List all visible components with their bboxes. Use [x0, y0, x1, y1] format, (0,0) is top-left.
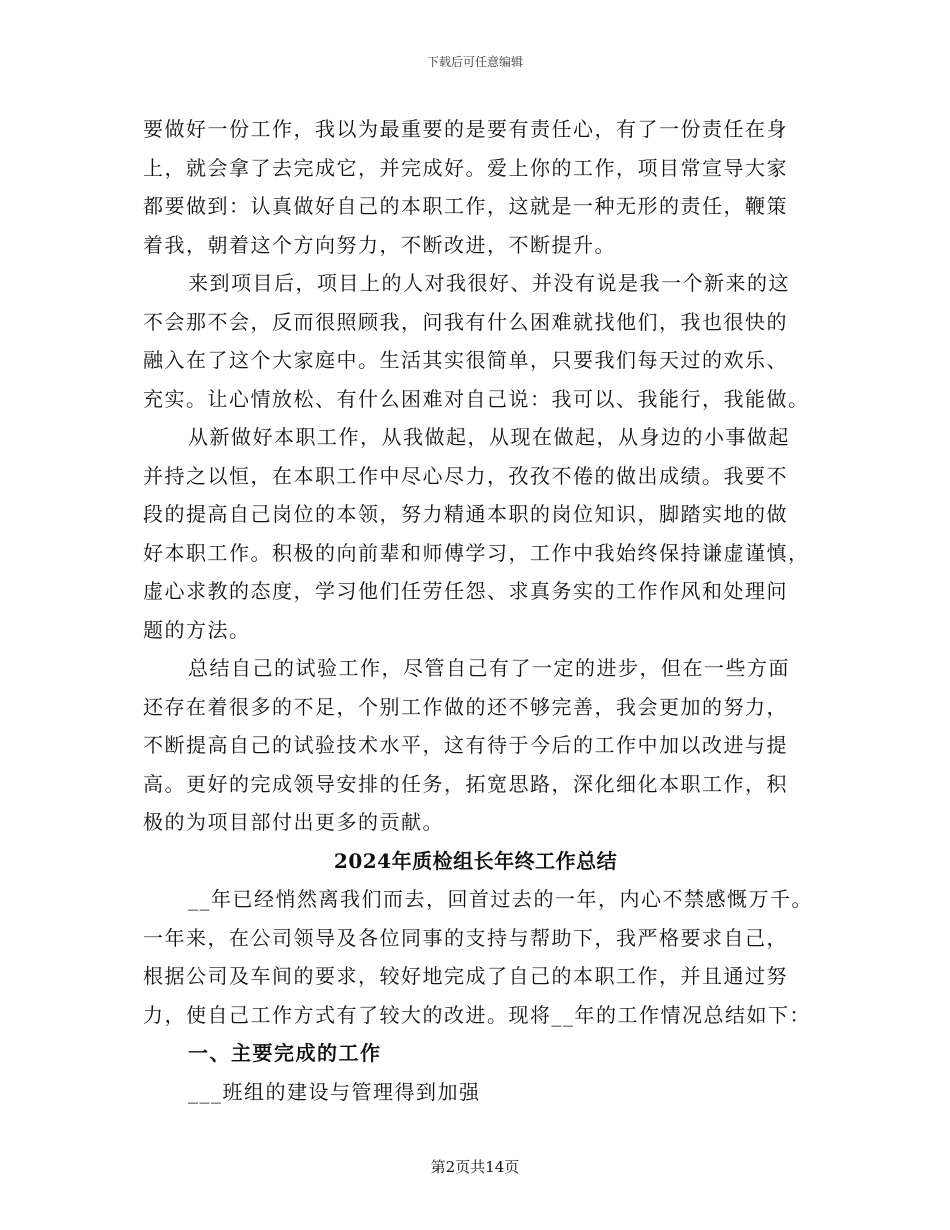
text-line: 高。更好的完成领导安排的任务，拓宽思路，深化细化本职工作，积 — [143, 771, 788, 796]
text-line: 要做好一份工作，我以为最重要的是要有责任心，有了一份责任在身 — [143, 117, 788, 141]
text-line: 总结自己的试验工作，尽管自己有了一定的进步，但在一些方面 — [188, 656, 790, 680]
text-line: 融入在了这个大家庭中。生活其实很简单，只要我们每天过的欢乐、 — [143, 348, 788, 372]
text-line: ___班组的建设与管理得到加强 — [188, 1079, 481, 1104]
text-line: 来到项目后，项目上的人对我很好、并没有说是我一个新来的这 — [188, 271, 790, 295]
page-number: 第2页共14页 — [430, 1158, 520, 1176]
text-line: 虚心求教的态度，学习他们任劳任怨、求真务实的工作作风和处理问 — [143, 579, 788, 603]
document-body — [143, 110, 813, 1111]
text-line: 好本职工作。积极的向前辈和师傅学习，工作中我始终保持谦虚谨慎， — [143, 540, 810, 565]
section-title: 2024年质检组长年终工作总结 — [333, 848, 618, 873]
text-line: 还存在着很多的不足，个别工作做的还不够完善，我会更加的努力， — [143, 694, 788, 719]
text-line: 极的为项目部付出更多的贡献。 — [143, 810, 444, 834]
text-line: 段的提高自己岗位的本领，努力精通本职的岗位知识，脚踏实地的做 — [143, 502, 788, 526]
text-line: 不断提高自己的试验技术水平，这有待于今后的工作中加以改进与提 — [143, 733, 788, 757]
paragraph-5 — [143, 880, 813, 1034]
text-line: 根据公司及车间的要求，较好地完成了自己的本职工作，并且通过努 — [143, 964, 788, 988]
text-line: 都要做到：认真做好自己的本职工作，这就是一种无形的责任，鞭策 — [143, 194, 788, 218]
text-line: __年已经悄然离我们而去，回首过去的一年，内心不禁感慨万千。 — [188, 887, 813, 911]
text-line: 从新做好本职工作，从我做起，从现在做起，从身边的小事做起 — [188, 425, 790, 449]
text-line: 不会那不会，反而很照顾我，问我有什么困难就找他们，我也很快的 — [143, 309, 788, 334]
text-line: 力，使自己工作方式有了较大的改进。现将__年的工作情况总结如下： — [143, 1002, 811, 1027]
text-line: 充实。让心情放松、有什么困难对自己说：我可以、我能行，我能做。 — [143, 386, 810, 411]
text-line: 并持之以恒，在本职工作中尽心尽力，孜孜不倦的做出成绩。我要不 — [143, 463, 788, 488]
text-line: 一年来，在公司领导及各位同事的支持与帮助下，我严格要求自己， — [143, 925, 788, 950]
paragraph-3 — [143, 418, 808, 649]
paragraph-6 — [143, 1073, 808, 1112]
paragraph-2 — [143, 264, 808, 418]
text-line: 题的方法。 — [143, 617, 251, 642]
page-header: 下载后可任意编辑 — [426, 55, 523, 69]
subheading: 一、主要完成的工作 — [188, 1041, 382, 1065]
paragraph-4 — [143, 649, 808, 842]
text-line: 上，就会拿了去完成它，并完成好。爱上你的工作，项目常宣导大家 — [143, 155, 788, 180]
paragraph-1 — [143, 110, 808, 264]
text-line: 着我，朝着这个方向努力，不断改进，不断提升。 — [143, 232, 616, 257]
